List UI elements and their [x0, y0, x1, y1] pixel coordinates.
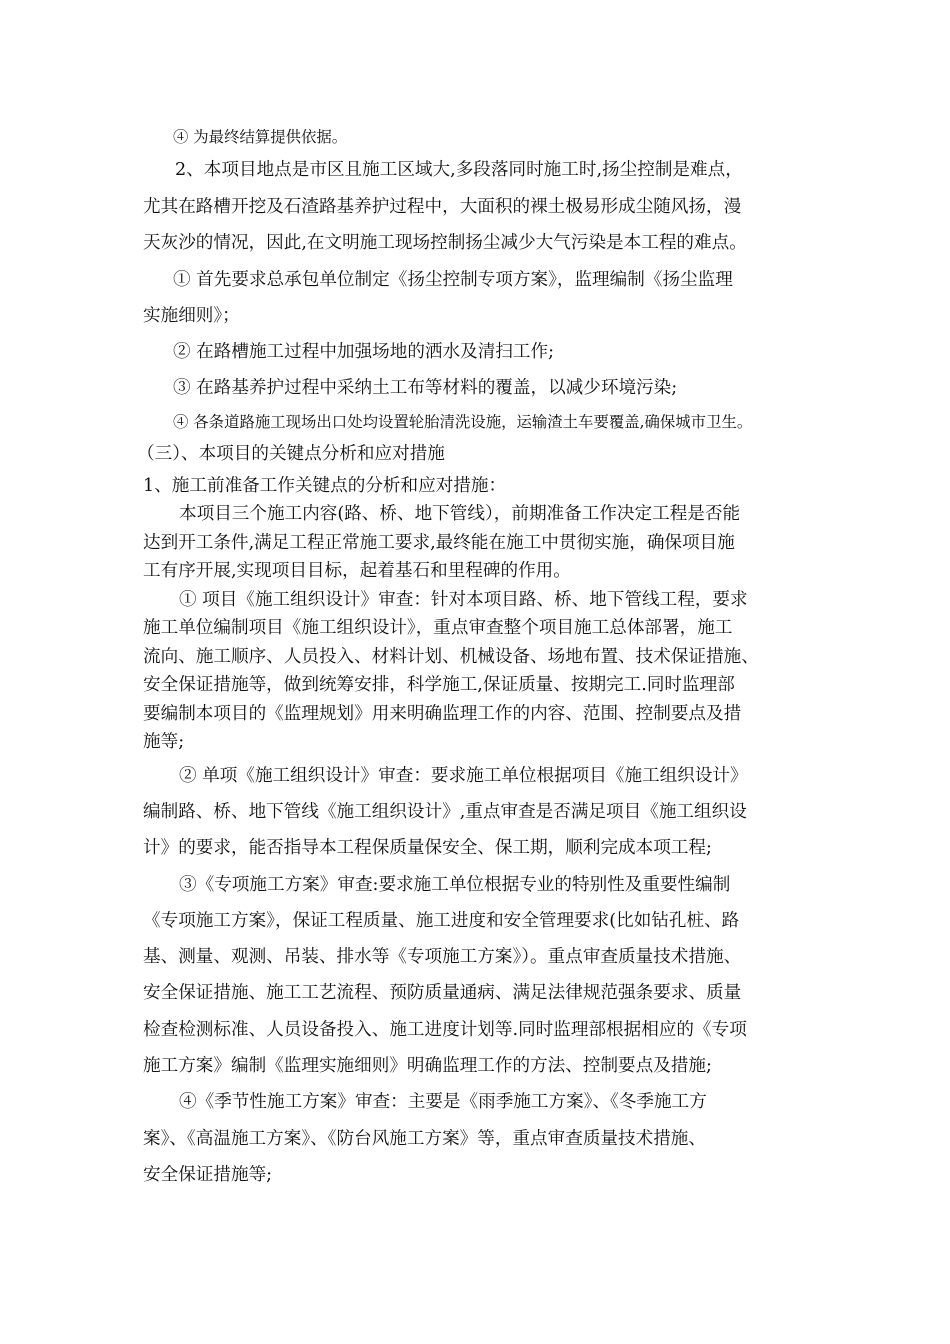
- text-line: 安全保证措施、施工工艺流程、预防质量通病、满足法律规范强条要求、质量: [143, 983, 742, 1003]
- text-line: ④《季节性施工方案》审查：主要是《雨季施工方案》、《冬季施工方: [179, 1092, 707, 1112]
- text-line: 施工单位编制项目《施工组织设计》，重点审查整个项目施工总体部署，施工: [143, 618, 733, 638]
- text-line: 本项目三个施工内容(路、桥、地下管线），前期准备工作决定工程是否能: [179, 504, 741, 524]
- text-line: 计》的要求，能否指导本工程保质量保安全、保工期，顺利完成本项工程;: [143, 838, 712, 858]
- text-line: 尤其在路槽开挖及石渣路基养护过程中，大面积的裸土极易形成尘随风扬，漫: [143, 197, 742, 217]
- text-line: 2、本项目地点是市区且施工区域大,多段落同时施工时,扬尘控制是难点，: [175, 160, 743, 180]
- text-line: 达到开工条件,满足工程正常施工要求,最终能在施工中贯彻实施，确保项目施: [143, 533, 735, 553]
- subsection-heading: 1、施工前准备工作关键点的分析和应对措施：: [143, 476, 507, 496]
- text-line: ④ 为最终结算提供依据。: [173, 128, 348, 146]
- text-line: ② 单项《施工组织设计》审查：要求施工单位根据项目《施工组织设计》: [179, 766, 748, 786]
- text-line: ③ 在路基养护过程中采纳土工布等材料的覆盖，以减少环境污染;: [173, 378, 678, 398]
- text-line: 实施细则》；: [143, 306, 240, 326]
- text-line: 基、测量、观测、吊装、排水等《专项施工方案》）。重点审查质量技术措施、: [143, 947, 742, 967]
- text-line: 安全保证措施等;: [143, 1165, 273, 1185]
- text-line: 施等;: [143, 732, 185, 752]
- text-line: 天灰沙的情况，因此,在文明施工现场控制扬尘减少大气污染是本工程的难点。: [143, 233, 747, 253]
- text-line: ② 在路槽施工过程中加强场地的洒水及清扫工作;: [173, 342, 554, 362]
- text-line: 施工方案》编制《监理实施细则》明确监理工作的方法、控制要点及措施;: [143, 1056, 712, 1076]
- text-line: 流向、施工顺序、人员投入、材料计划、机械设备、场地布置、技术保证措施、: [143, 647, 759, 667]
- text-line: 检查检测标准、人员设备投入、施工进度计划等.同时监理部根据相应的《专项: [143, 1020, 747, 1040]
- section-heading: （三）、本项目的关键点分析和应对措施: [137, 444, 445, 464]
- text-line: 安全保证措施等，做到统筹安排，科学施工,保证质量、按期完工.同时监理部: [143, 675, 735, 695]
- text-line: 要编制本项目的《监理规划》用来明确监理工作的内容、范围、控制要点及措: [143, 704, 742, 724]
- text-line: 《专项施工方案》，保证工程质量、施工进度和安全管理要求(比如钻孔桩、路: [143, 911, 740, 931]
- text-line: ④ 各条道路施工现场出口处均设置轮胎清洗设施，运输渣土车要覆盖,确保城市卫生。: [173, 413, 753, 431]
- text-line: ① 首先要求总承包单位制定《扬尘控制专项方案》，监理编制《扬尘监理: [173, 270, 733, 290]
- text-line: 案》、《高温施工方案》、《防台风施工方案》等，重点审查质量技术措施、: [143, 1129, 706, 1149]
- text-line: ① 项目《施工组织设计》审查：针对本项目路、桥、地下管线工程，要求: [179, 590, 748, 610]
- text-line: 编制路、桥、地下管线《施工组织设计》,重点审查是否满足项目《施工组织设: [143, 802, 747, 822]
- text-line: ③《专项施工方案》审查:要求施工单位根据专业的特别性及重要性编制: [179, 875, 731, 895]
- text-line: 工有序开展,实现项目目标，起着基石和里程碑的作用。: [143, 561, 571, 581]
